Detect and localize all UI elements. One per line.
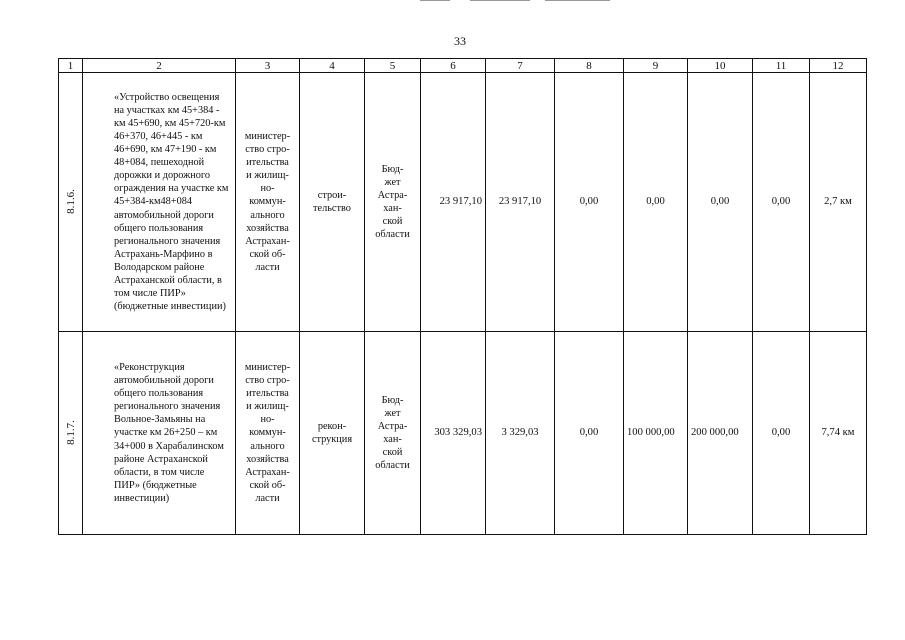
row-code: 8.1.7. <box>64 420 77 446</box>
responsible-body: министер- ство стро- ительства и жилищ- но- коммун- ального хозяйства Астрахан- ской об- ласти <box>244 130 291 273</box>
amount-cell: 0,00 <box>753 332 810 535</box>
column-header: 3 <box>236 59 300 73</box>
work-type: строи- тельство <box>313 189 351 214</box>
column-header: 8 <box>555 59 624 73</box>
column-header: 1 <box>59 59 83 73</box>
work-type: рекон- струкция <box>311 420 353 445</box>
amount-cell: 0,00 <box>753 73 810 332</box>
scan-mark <box>470 0 530 1</box>
amount-cell: 200 000,00 <box>688 332 753 535</box>
funding-source: Бюд- жет Астра- хан- ской области <box>375 394 410 472</box>
object-name: «Реконструкция автомобильной дороги общего пользования регионального значения Вольное-Замьяны на участке км 26+250 – км 34+000 в Харабалинском районе Астраханской области, в том числе ПИР» (бюджетные инвестиции) <box>114 361 224 504</box>
program-table <box>58 58 867 535</box>
amount-cell: 23 917,10 <box>421 73 486 332</box>
object-name-cell <box>83 73 236 332</box>
column-header: 7 <box>486 59 555 73</box>
amount-cell: 0,00 <box>624 73 688 332</box>
scan-mark <box>545 0 610 1</box>
scan-mark <box>420 0 450 1</box>
page-number: 33 <box>454 34 466 48</box>
funding-source: Бюд- жет Астра- хан- ской области <box>375 163 410 241</box>
amount-cell: 303 329,03 <box>421 332 486 535</box>
funding-source-cell <box>365 73 421 332</box>
column-header: 10 <box>688 59 753 73</box>
column-header: 6 <box>421 59 486 73</box>
responsible-cell <box>236 73 300 332</box>
object-name: «Устройство освещения на участках км 45+384 - км 45+690, км 45+720-км 46+370, 46+445 - км 46+690, км 47+190 - км 48+084, пешеходной дорожки и дорожного ограждения на участке км 45+384-км48+084 автомобильной дороги общего пользования регионального значения Астрахань-Марфино в Володарском районе Астраханской области, в том числе ПИР» (бюджетные инвестиции) <box>114 91 229 313</box>
row-code-cell <box>59 73 83 332</box>
length-cell: 7,74 км <box>810 332 867 535</box>
amount-cell: 100 000,00 <box>624 332 688 535</box>
table-row <box>59 332 867 535</box>
column-header: 9 <box>624 59 688 73</box>
amount-cell: 0,00 <box>688 73 753 332</box>
column-number-row <box>59 59 867 73</box>
amount-cell: 0,00 <box>555 332 624 535</box>
column-header: 5 <box>365 59 421 73</box>
column-header: 2 <box>83 59 236 73</box>
amount-cell: 0,00 <box>555 73 624 332</box>
row-code-cell <box>59 332 83 535</box>
responsible-body: министер- ство стро- ительства и жилищ- но- коммун- ального хозяйства Астрахан- ской об- ласти <box>244 361 291 504</box>
column-header: 12 <box>810 59 867 73</box>
work-type-cell <box>300 73 365 332</box>
column-header: 11 <box>753 59 810 73</box>
work-type-cell <box>300 332 365 535</box>
responsible-cell <box>236 332 300 535</box>
row-code: 8.1.6. <box>64 189 77 215</box>
table-row <box>59 73 867 332</box>
funding-source-cell <box>365 332 421 535</box>
length-cell: 2,7 км <box>810 73 867 332</box>
amount-cell: 3 329,03 <box>486 332 555 535</box>
amount-cell: 23 917,10 <box>486 73 555 332</box>
column-header: 4 <box>300 59 365 73</box>
object-name-cell <box>83 332 236 535</box>
